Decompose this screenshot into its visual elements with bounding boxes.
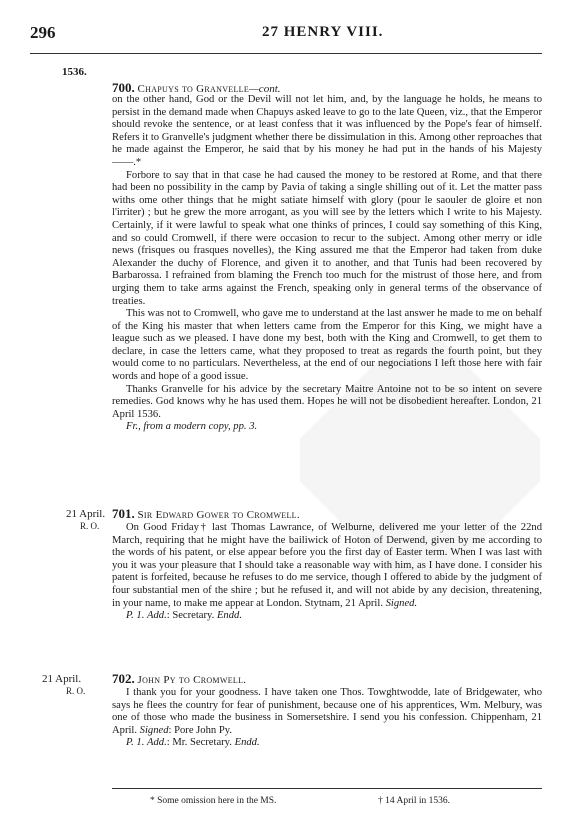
signed-note: Signed.	[385, 597, 418, 609]
entry-701-date: 21 April.	[66, 508, 106, 520]
entry-702-heading	[112, 671, 246, 687]
entry-702-body	[112, 687, 542, 750]
paragraph-text: I thank you for your goodness. I have taken one Thos. Towghtwodde, late of Bridgewater, who says he flees the country for fear of punishment, because one of his apprentices, Wm. Melbury, was one of those who made the business in Somersetshire. I send you his confession. Chippenham, 21 April.	[112, 687, 542, 736]
meta-pages: P. 1.	[126, 737, 145, 749]
meta-line	[112, 610, 542, 623]
meta-line	[112, 737, 542, 750]
entry-number: 702.	[112, 671, 135, 686]
paragraph: Thanks Granvelle for his advice by the secretary Maitre Antoine not to be so intent on severe remedies. God knows why he has used them. Hopes he will not be disobedient hereafter. London, 21 April 1536.	[112, 383, 542, 420]
entry-702-ref: R. O.	[66, 686, 86, 696]
entry-title: John Py to Cromwell.	[137, 674, 247, 686]
meta-address: : Mr. Secretary.	[166, 737, 232, 749]
entry-number: 701.	[112, 506, 135, 521]
entry-cont: —cont.	[249, 83, 281, 95]
signed-note: Signed	[139, 724, 169, 736]
footnote-1: * Some omission here in the MS.	[150, 796, 277, 806]
signed-text: : Pore John Py.	[168, 724, 232, 736]
meta-address: : Secretary.	[166, 610, 215, 622]
page-number: 296	[30, 23, 56, 42]
running-head: 27 HENRY VIII.	[262, 24, 384, 40]
entry-701-heading	[112, 506, 300, 522]
meta-endd: Endd.	[216, 610, 242, 622]
entry-title: Chapuys to Granvelle	[137, 83, 250, 95]
header-rule	[30, 53, 542, 54]
entry-701-body	[112, 522, 542, 623]
source-note: Fr., from a modern copy, pp. 3.	[126, 421, 258, 433]
meta-add: Add.	[147, 737, 167, 749]
entry-title: Sir Edward Gower to Cromwell.	[137, 509, 300, 521]
paragraph-text: On Good Friday† last Thomas Lawrance, of Welburne, delivered me your letter of the 22nd March, requiring that he might have the bailiwick of Hoton of Derwend, given by me according to the words of his patent, or else appear before you the first day of Easter term. When I was last with you it was your pleasure that I should take a reasonable way with him, as I have done. I consider his patent is forfeited, because he refuses to do me service, though I offered to abide by the judgment of four substantial men of the shire ; but he refused it, and will not abide by any decision, threatening, in your name, to make me appear at London. Stytnam, 21 April.	[112, 522, 542, 609]
paragraph: on the other hand, God or the Devil will not let him, and, by the language he holds, he means to persist in the demand made when Chapuys asked leave to go to the late Queen, viz., that the Emperor should revoke the sentence, or at least confess that it was influenced by the Pope's fear of himself. Refers it to Granvelle's judgment whether there be dissimulation in this. Among other reproaches that he made against the Emperor, he said that by his money he had put in the hands of his Majesty ——.*	[112, 94, 542, 168]
year-marker: 1536.	[62, 66, 87, 78]
footnote-2: † 14 April in 1536.	[378, 796, 451, 806]
entry-700-body	[112, 94, 542, 434]
paragraph	[112, 522, 542, 610]
paragraph: This was not to Cromwell, who gave me to understand at the last answer he made to me on behalf of the King his master that when letters came from the Emperor for this King, we might have a league such as we pleased. I have done my best, both with the King and Cromwell, to get them to declare, in case the letters came, what they proposed to treat as regards the fourth point, but they would come to no particulars. Nevertheless, at the end of our negociations I left those here with fair words and hope of a good issue.	[112, 308, 542, 383]
paragraph	[112, 687, 542, 737]
entry-number: 700.	[112, 80, 135, 95]
meta-endd: Endd.	[234, 737, 260, 749]
paragraph: Forbore to say that in that case he had caused the money to be restored at Rome, and that there had been no possibility in the camp by Pavia of taking a single shilling out of it. Let the matter pass withs ome other things that he might satiate himself with glory (pour le saouler de gloire et non l'irriter) ; but he grew the more arrogant, as you will see by the letters which I write to his Majesty. Certainly, if it were lawful to speak what one thinks of princes, I could say something of this King, and so could Cromwell, if there were occasion to recur to the subject. Among other merry or idle news (frisques ou frasques novelles), the King assured me that the Emperor had taken from duke Alexander the duchy of Florence, and given it to another, and that Tunis had been recovered by Barbarossa. I refrained from blaming the French too much for the mistrust of those here, and from urging them to take arms against the French, speaking only in general terms of the observance of treaties.	[112, 169, 542, 307]
entry-702-date: 21 April.	[42, 673, 82, 685]
entry-701-ref: R. O.	[80, 521, 100, 531]
meta-add: Add.	[147, 610, 167, 622]
meta-pages: P. 1.	[126, 610, 145, 622]
footnote-rule	[112, 788, 542, 789]
